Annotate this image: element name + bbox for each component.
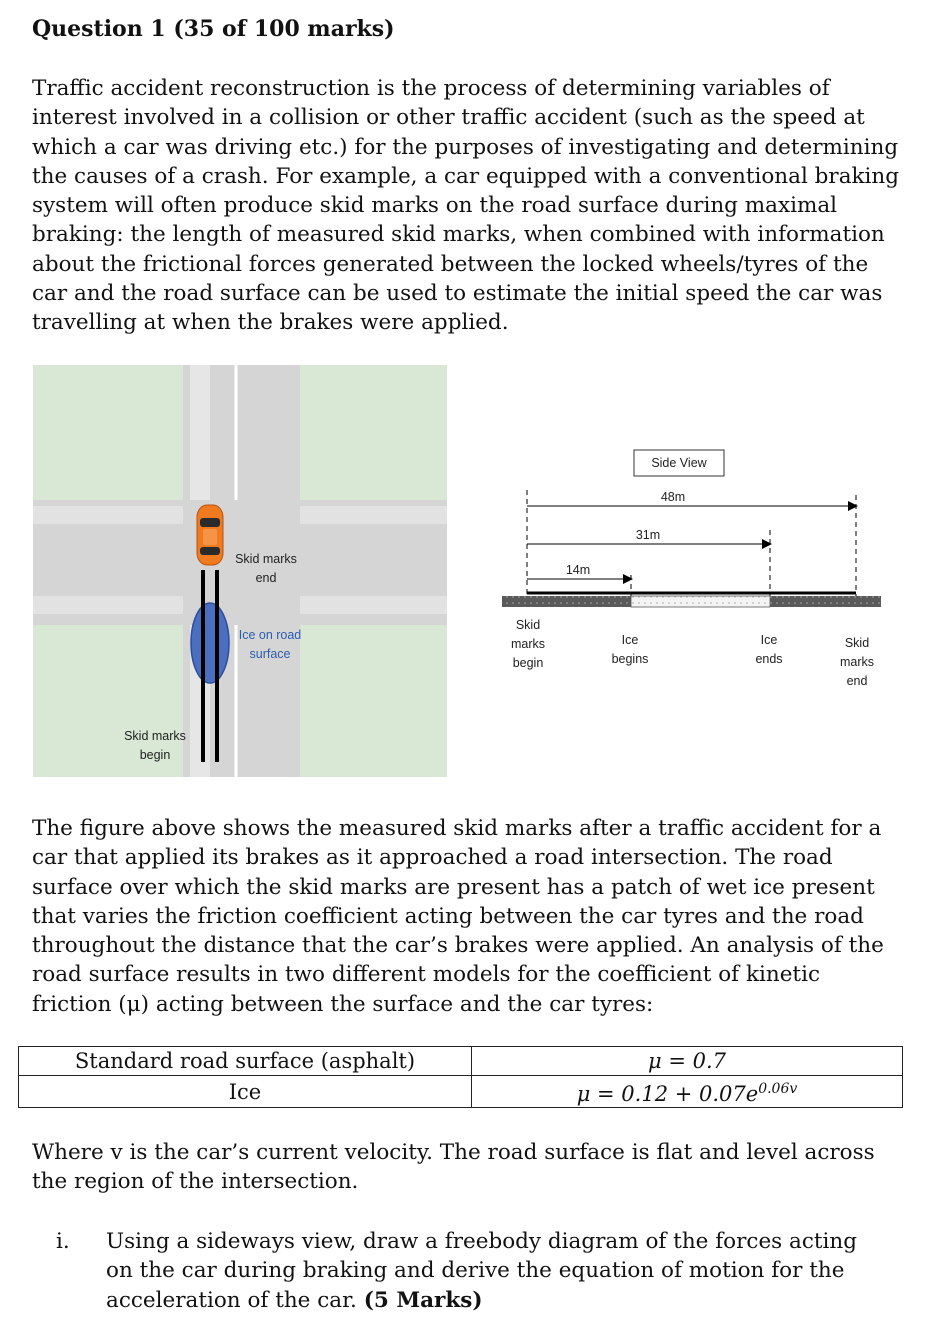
label-ice-begins-1: Ice [621,633,639,647]
part-marks: (5 Marks) [363,1287,483,1313]
model-cell [472,1076,903,1108]
label-skid-begin-2: begin [139,748,171,762]
label-14m: 14m [565,563,591,577]
grass-top-right [300,365,447,500]
table-row [19,1047,903,1076]
label-skid-begin-1: Skid marks [124,729,186,743]
top-view [33,365,447,777]
label-ice-1: Ice on road [238,628,302,642]
part-text-wrapper [106,1227,876,1315]
side-view-title: Side View [651,456,707,470]
label-ice-ends-1: Ice [760,633,778,647]
model-formula: μ = 0.7 [648,1049,726,1073]
label-side-skid-end-2: marks [839,655,875,669]
label-side-skid-begin-2: marks [510,637,546,651]
road-asphalt-left [502,596,631,607]
where-paragraph: Where v is the car’s current velocity. The road surface is flat and level across the region of the intersection. [32,1140,875,1195]
side-view [502,450,881,688]
grass-top-left [33,365,183,500]
label-side-skid-begin-1: Skid [515,618,541,632]
question-heading: Question 1 (35 of 100 marks) [32,16,395,42]
sidewalk-horizontal-left [33,506,183,524]
road-asphalt-right [770,596,881,607]
label-side-skid-end-1: Skid [844,636,870,650]
road-ice-section [631,596,770,607]
label-skid-end-1: Skid marks [235,552,297,566]
accident-figure [0,360,932,785]
table-row [19,1076,903,1108]
label-side-skid-end-3: end [846,674,868,688]
intro-paragraph: Traffic accident reconstruction is the process of determining variables of interest involved in a collision or other traffic accident (such as the speed at which a car was driving etc.) for the purposes of investigating and determining the causes of a crash. For example, a car equipped with a conventional braking system will often produce skid marks on the road surface during maximal braking: the length of measured skid marks, when combined with information about the frictional forces generated between the locked wheels/tyres of the car and the road surface can be used to estimate the initial speed the car was travelling at when the brakes were applied. [32,76,900,336]
part-number: i. [56,1229,70,1254]
label-48m: 48m [660,490,686,504]
grass-bottom-right [300,625,447,777]
label-ice-ends-2: ends [755,652,783,666]
model-exponent: 0.06v [758,1081,798,1097]
part-text: Using a sideways view, draw a freebody diagram of the forces acting on the car during braking and derive the equation of motion for the acceleration of the car. [106,1229,858,1313]
description-paragraph: The figure above shows the measured skid marks after a traffic accident for a car that applied its brakes as it approached a road intersection. The road surface over which the skid marks are present has a patch of wet ice present that varies the friction coefficient acting between the car tyres and the road throughout the distance that the car’s brakes were applied. An analysis of the road surface results in two different models for the coefficient of kinetic friction (μ) acting between the surface and the car tyres: [32,816,884,1017]
label-31m: 31m [635,528,661,542]
surface-cell: Ice [19,1076,472,1108]
model-formula: μ = 0.12 + 0.07e [576,1082,759,1106]
sidewalk-horizontal-right [300,506,447,524]
friction-table [18,1046,903,1108]
sidewalk-vertical [190,365,210,500]
car-icon [197,505,223,565]
surface-cell: Standard road surface (asphalt) [19,1047,472,1076]
label-ice-begins-2: begins [611,652,649,666]
sidewalk-horizontal-right-2 [300,596,447,614]
sidewalk-horizontal-left-2 [33,596,183,614]
ice-patch [191,603,229,683]
label-side-skid-begin-3: begin [512,656,544,670]
label-skid-end-2: end [255,571,277,585]
arrowhead-48m [848,501,858,511]
label-ice-2: surface [249,647,291,661]
model-cell [472,1047,903,1076]
